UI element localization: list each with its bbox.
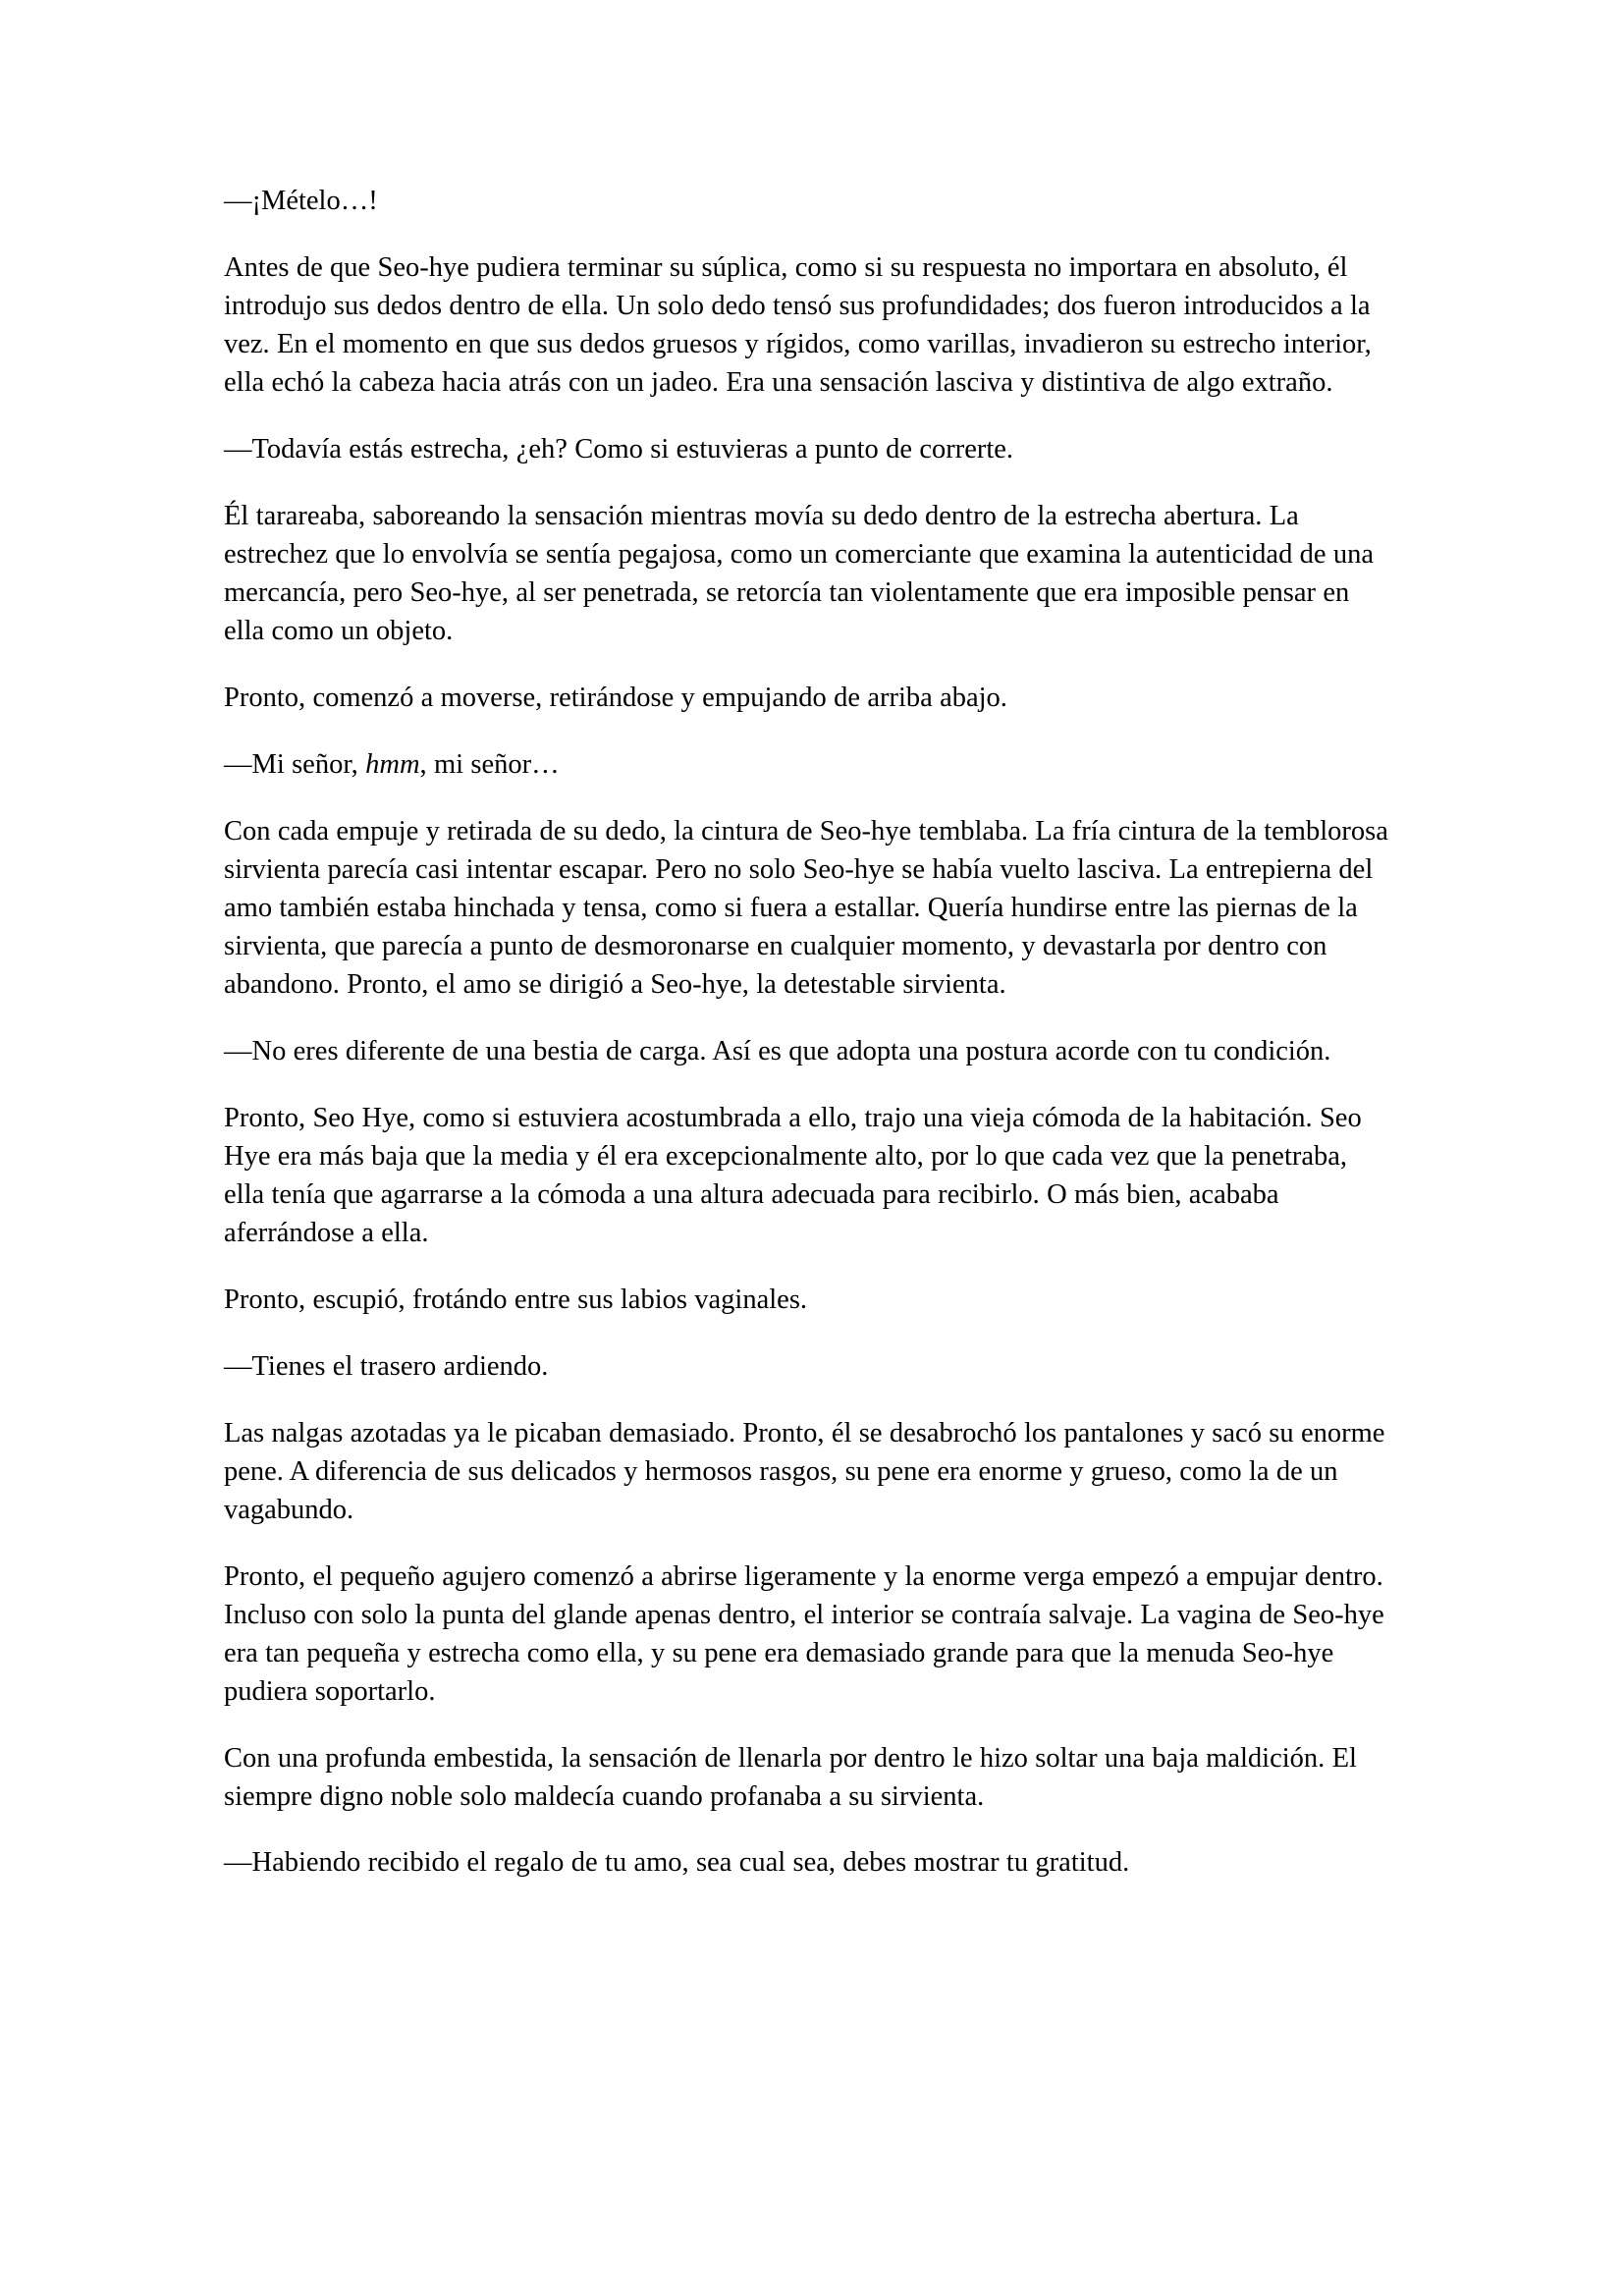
dialogue-segment-tail: , mi señor… [419, 748, 560, 780]
paragraph-narration-5: Pronto, Seo Hye, como si estuviera acostumbrada a ello, trajo una vieja cómoda de la habitación. Seo Hye era más baja que la media y él era excepcionalmente alto, por lo que cada vez que la penetraba, ella tenía que agarrarse a la cómoda a una altura adecuada para recibirlo. O más bien, acababa aferrándose a ella. [224, 1102, 1362, 1248]
paragraph-dialogue-2: —Todavía estás estrecha, ¿eh? Como si estuvieras a punto de correrte. [224, 433, 1014, 465]
paragraph-dialogue-5: —Tienes el trasero ardiendo. [224, 1350, 549, 1382]
paragraph-dialogue-4: —No eres diferente de una bestia de carga. Así es que adopta una postura acorde con tu condición. [224, 1035, 1331, 1066]
paragraph-narration-1: Antes de que Seo-hye pudiera terminar su súplica, como si su respuesta no importara en absoluto, él introdujo sus dedos dentro de ella. Un solo dedo tensó sus profundidades; dos fueron introducidos a la vez. En el momento en que sus dedos gruesos y rígidos, como varillas, invadieron su estrecho interior, ella echó la cabeza hacia atrás con un jadeo. Era una sensación lasciva y distintiva de algo extraño. [224, 251, 1372, 398]
paragraph-narration-6: Pronto, escupió, frotándo entre sus labios vaginales. [224, 1284, 808, 1315]
paragraph-dialogue-3 [224, 746, 1392, 785]
paragraph-narration-7: Las nalgas azotadas ya le picaban demasiado. Pronto, él se desabrochó los pantalones y sacó su enorme pene. A diferencia de sus delicados y hermosos rasgos, su pene era enorme y grueso, como la de un vagabundo. [224, 1417, 1385, 1525]
dialogue-segment-emphasis: hmm [365, 748, 420, 780]
paragraph-narration-4: Con cada empuje y retirada de su dedo, la cintura de Seo-hye temblaba. La fría cintura de la temblorosa sirvienta parecía casi intentar escapar. Pero no solo Seo-hye se había vuelto lasciva. La entrepierna del amo también estaba hinchada y tensa, como si fuera a estallar. Quería hundirse entre las piernas de la sirvienta, que parecía a punto de desmoronarse en cualquier momento, y devastarla por dentro con abandono. Pronto, el amo se dirigió a Seo-hye, la detestable sirvienta. [224, 815, 1388, 1000]
text-column [224, 183, 1392, 1883]
paragraph-narration-8: Pronto, el pequeño agujero comenzó a abrirse ligeramente y la enorme verga empezó a empujar dentro. Incluso con solo la punta del glande apenas dentro, el interior se contraía salvaje. La vagina de Seo-hye era tan pequeña y estrecha como ella, y su pene era demasiado grande para que la menuda Seo-hye pudiera soportarlo. [224, 1560, 1384, 1707]
dialogue-segment-lead: —Mi señor, [224, 748, 366, 780]
paragraph-narration-2: Él tarareaba, saboreando la sensación mientras movía su dedo dentro de la estrecha abertura. La estrechez que lo envolvía se sentía pegajosa, como un comerciante que examina la autenticidad de una mercancía, pero Seo-hye, al ser penetrada, se retorcía tan violentamente que era imposible pensar en ella como un objeto. [224, 500, 1375, 646]
paragraph-narration-3: Pronto, comenzó a moverse, retirándose y empujando de arriba abajo. [224, 682, 1007, 713]
paragraph-narration-9: Con una profunda embestida, la sensación de llenarla por dentro le hizo soltar una baja maldición. El siempre digno noble solo maldecía cuando profanaba a su sirvienta. [224, 1742, 1357, 1812]
paragraph-dialogue-1: —¡Mételo…! [224, 186, 378, 216]
paragraph-dialogue-6: —Habiendo recibido el regalo de tu amo, sea cual sea, debes mostrar tu gratitud. [224, 1847, 1130, 1879]
